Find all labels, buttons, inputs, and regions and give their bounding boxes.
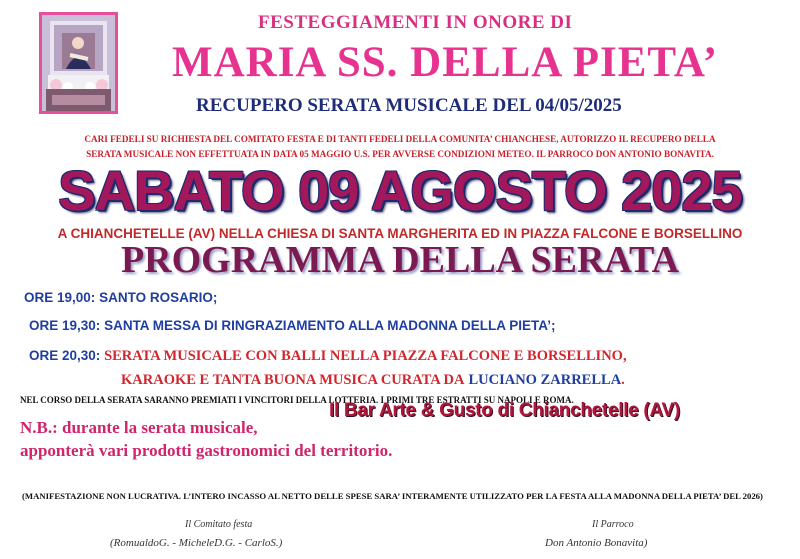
- page-title: MARIA SS. DELLA PIETA’: [172, 39, 719, 86]
- madonna-photo: [39, 12, 118, 114]
- comitato-title: Il Comitato festa: [185, 519, 253, 530]
- dj-name: LUCIANO ZARRELLA: [468, 372, 622, 388]
- program-text-2: KARAOKE E TANTA BUONA MUSICA CURATA DA: [121, 372, 465, 388]
- shrine-image-icon: [42, 15, 115, 111]
- notice-line-1: CARI FEDELI SU RICHIESTA DEL COMITATO FESTA E DI TANTI FEDELI DELLA COMUNITA’ CHIANCHESE, AUTORIZZO IL RECUPERO DELLA: [84, 134, 716, 144]
- program-text: SERATA MUSICALE CON BALLI NELLA PIAZZA FALCONE E BORSELLINO,: [104, 348, 627, 364]
- comitato-names: (RomualdoG. - MicheleD.G. - CarloS.): [110, 537, 283, 549]
- program-item-3-continued: [121, 371, 625, 389]
- parroco-title: Il Parroco: [592, 519, 634, 530]
- program-text: SANTO ROSARIO;: [99, 290, 218, 305]
- program-text-end: .: [621, 372, 625, 388]
- nb-line-2: apponterà vari prodotti gastronomici del territorio.: [20, 441, 393, 460]
- program-time: ORE 19,00:: [24, 290, 96, 305]
- nb-line-1: N.B.: durante la serata musicale,: [20, 418, 258, 437]
- programma-heading: PROGRAMMA DELLA SERATA: [120, 239, 680, 281]
- recupero-subtitle: RECUPERO SERATA MUSICALE DEL 04/05/2025: [196, 95, 622, 116]
- parroco-name: Don Antonio Bonavita): [545, 537, 648, 549]
- program-item-2: [29, 318, 556, 333]
- festeggiamenti-heading: FESTEGGIAMENTI IN ONORE DI: [258, 12, 573, 33]
- program-time: ORE 20,30:: [29, 348, 101, 363]
- event-location: A CHIANCHETELLE (AV) NELLA CHIESA DI SANTA MARGHERITA ED IN PIAZZA FALCONE E BORSELLINO: [57, 226, 743, 241]
- bar-sponsor: Il Bar Arte & Gusto di Chianchetelle (AV): [329, 400, 680, 421]
- event-date: SABATO 09 AGOSTO 2025: [58, 159, 742, 222]
- program-text: SANTA MESSA DI RINGRAZIAMENTO ALLA MADONNA DELLA PIETA’;: [104, 318, 556, 333]
- program-time: ORE 19,30:: [29, 318, 101, 333]
- manifestazione-note: (MANIFESTAZIONE NON LUCRATIVA. L’INTERO INCASSO AL NETTO DELLE SPESE SARA’ INTERAMENTE UTILIZZATO PER LA FESTA ALLA MADONNA DELLA PIETA’ DEL 2026): [22, 491, 763, 501]
- notice-line-2: SERATA MUSICALE NON EFFETTUATA IN DATA 05 MAGGIO U.S. PER AVVERSE CONDIZIONI METEO. IL PARROCO DON ANTONIO BONAVITA.: [86, 149, 714, 159]
- program-item-1: [24, 290, 217, 305]
- lottery-note: NEL CORSO DELLA SERATA SARANNO PREMIATI I VINCITORI DELLA LOTTERIA. I PRIMI TRE ESTRATTI SU NAPOLI E ROMA.: [20, 395, 574, 405]
- program-item-3: [29, 348, 627, 365]
